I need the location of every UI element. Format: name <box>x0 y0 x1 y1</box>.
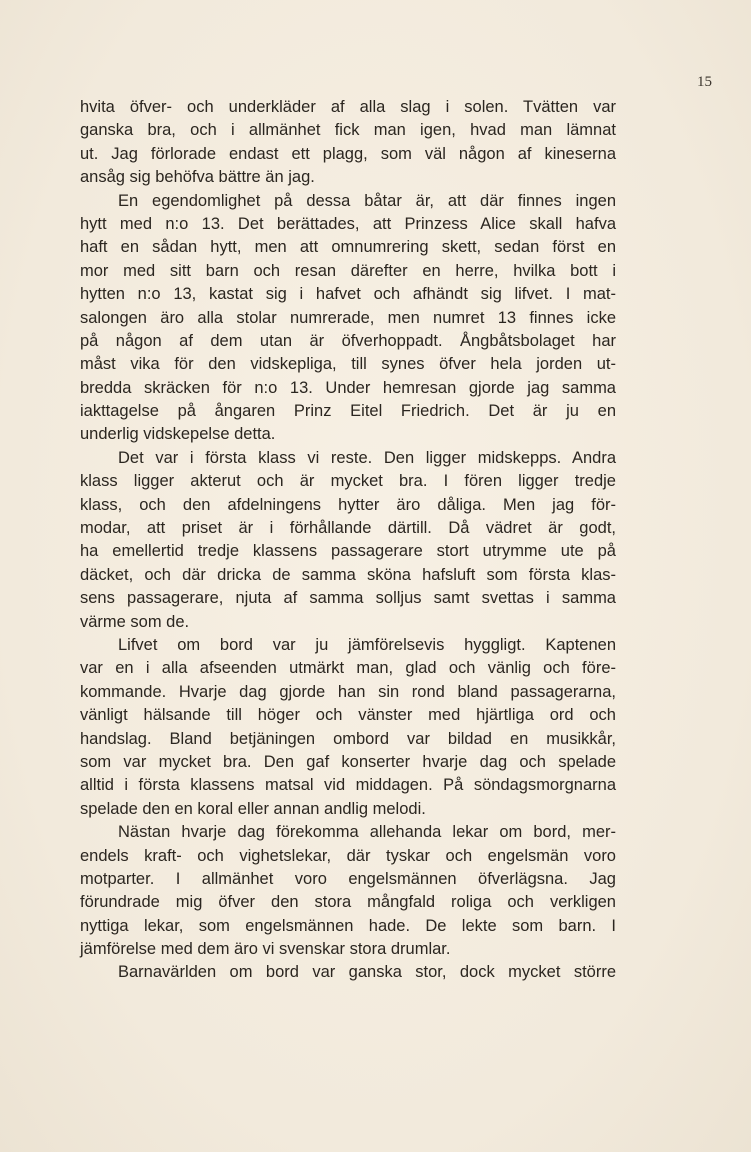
text-line: som var mycket bra. Den gaf konserter hvarje dag och spelade <box>80 752 616 771</box>
text-line: modar, att priset är i förhållande därtill. Då vädret är godt, <box>80 519 616 538</box>
text-line: hvita öfver- och underkläder af alla slag i solen. Tvätten var <box>80 98 616 116</box>
text-line: Lifvet om bord var ju jämförelsevis hyggligt. Kaptenen <box>118 635 616 654</box>
text-line: Det var i första klass vi reste. Den ligger midskepps. Andra <box>118 448 616 467</box>
body-text <box>80 96 616 985</box>
text-line: Barnavärlden om bord var ganska stor, dock mycket större <box>118 963 616 982</box>
text-line: handslag. Bland betjäningen ombord var bildad en musikkår, <box>80 729 616 748</box>
text-line: En egendomlighet på dessa båtar är, att där finnes ingen <box>118 191 616 210</box>
text-line: värme som de. <box>80 612 190 631</box>
text-line: iakttagelse på ångaren Prinz Eitel Friedrich. Det är ju en <box>80 402 616 421</box>
page-number: 15 <box>697 74 712 90</box>
text-line: salongen äro alla stolar numrerade, men numret 13 finnes icke <box>80 308 616 327</box>
text-line: kommande. Hvarje dag gjorde han sin rond bland passagerarna, <box>80 682 616 701</box>
text-line: motparter. I allmänhet voro engelsmännen öfverlägsna. Jag <box>80 869 616 888</box>
text-line: ha emellertid tredje klassens passagerare stort utrymme ute på <box>80 542 616 561</box>
text-line: förundrade mig öfver den stora mångfald roliga och verkligen <box>80 893 616 912</box>
text-line: däcket, och där dricka de samma sköna hafsluft som första klas- <box>80 565 616 584</box>
text-line: Nästan hvarje dag förekomma allehanda lekar om bord, mer- <box>118 823 616 842</box>
text-line: ut. Jag förlorade endast ett plagg, som väl någon af kineserna <box>80 144 616 163</box>
text-line: ganska bra, och i allmänhet fick man igen, hvad man lämnat <box>80 121 616 140</box>
text-line: spelade den en koral eller annan andlig melodi. <box>80 799 426 818</box>
text-line: hytt med n:o 13. Det berättades, att Prinzess Alice skall hafva <box>80 214 616 233</box>
text-line: jämförelse med dem äro vi svenskar stora drumlar. <box>80 940 451 959</box>
text-line: var en i alla afseenden utmärkt man, glad och vänlig och före- <box>80 659 616 678</box>
text-line: nyttiga lekar, som engelsmännen hade. De lekte som barn. I <box>80 916 616 935</box>
text-line: endels kraft- och vighetslekar, där tyskar och engelsmän voro <box>80 846 616 865</box>
text-line: bredda skräcken för n:o 13. Under hemresan gjorde jag samma <box>80 378 616 397</box>
text-line: vänligt hälsande till höger och vänster med hjärtliga ord och <box>80 706 616 725</box>
text-line: klass, och den afdelningens hytter äro dåliga. Men jag för- <box>80 495 616 514</box>
text-line: på någon af dem utan är öfverhoppadt. Ångbåtsbolaget har <box>80 331 616 350</box>
text-line: mor med sitt barn och resan därefter en herre, hvilka bott i <box>80 261 616 280</box>
text-line: sens passagerare, njuta af samma solljus samt svettas i samma <box>80 589 616 608</box>
text-line: haft en sådan hytt, men att omnumrering skett, sedan först en <box>80 238 616 257</box>
text-line: alltid i första klassens matsal vid middagen. På söndagsmorgnarna <box>80 776 616 795</box>
text-line: ansåg sig behöfva bättre än jag. <box>80 168 315 187</box>
text-line: underlig vidskepelse detta. <box>80 425 276 444</box>
text-line: hytten n:o 13, kastat sig i hafvet och afhändt sig lifvet. I mat- <box>80 285 616 304</box>
text-line: klass ligger akterut och är mycket bra. I fören ligger tredje <box>80 472 616 491</box>
text-line: måst vika för den vidskepliga, till synes öfver hela jorden ut- <box>80 355 616 374</box>
